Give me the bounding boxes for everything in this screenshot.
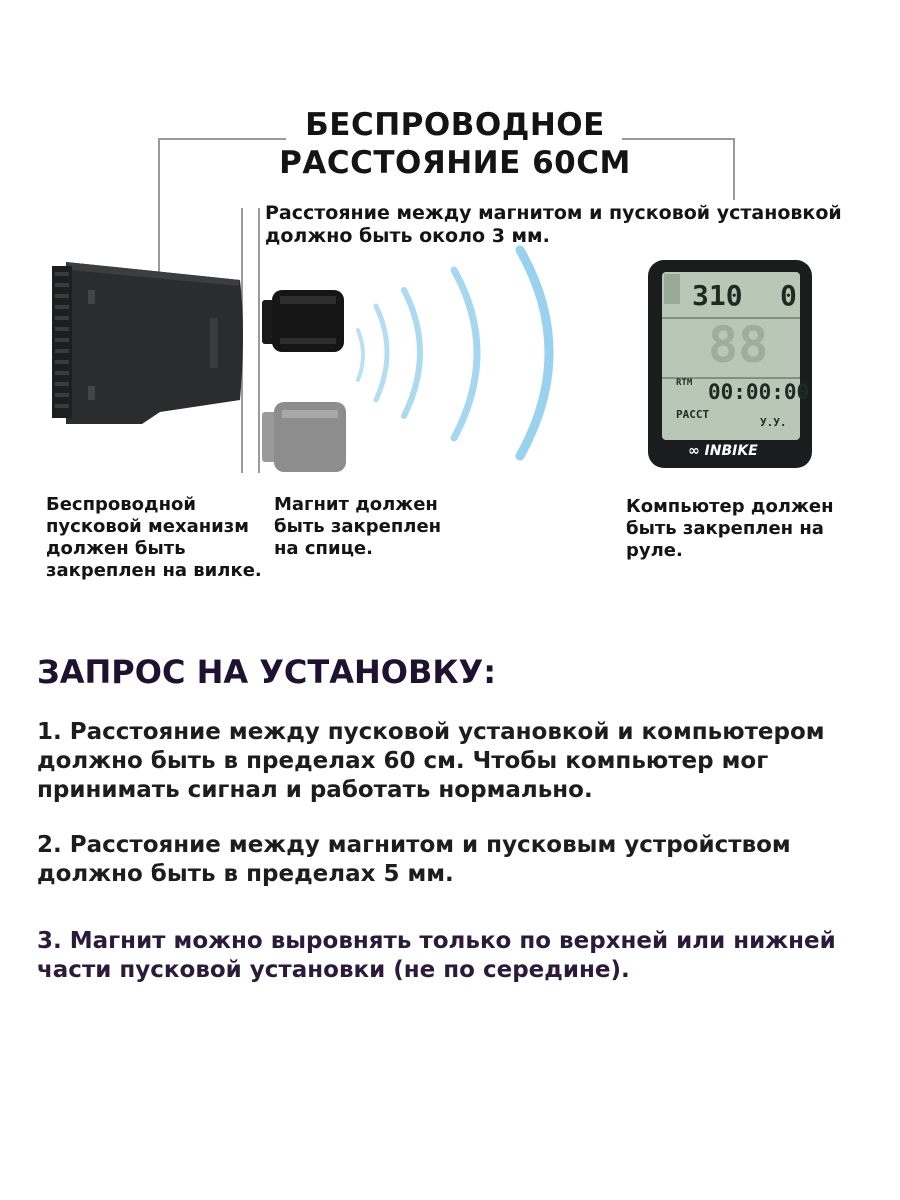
install-item-2: 2. Расстояние между магнитом и пусковым устройством должно быть в пределах 5 мм. xyxy=(37,832,791,887)
caption-sensor: Беспроводной пусковой механизм должен быть закреплен на вилке. xyxy=(46,494,262,581)
install-heading: ЗАПРОС НА УСТАНОВКУ: xyxy=(37,653,496,691)
lcd-rtm-label: RTM xyxy=(676,378,693,388)
lcd-dist-unit: У.У. xyxy=(760,416,787,429)
lcd-top-value: 310 xyxy=(692,279,743,312)
brand-logo xyxy=(688,440,798,462)
signal-waves xyxy=(358,250,549,456)
caption-computer: Компьютер должен быть закреплен на руле. xyxy=(626,496,834,561)
connector-line-right-vertical xyxy=(733,138,735,200)
install-item-1: 1. Расстояние между пусковой установкой и компьютером должно быть в пределах 60 см. Чтобы компьютер мог принимать сигнал и работать нормально. xyxy=(37,719,825,803)
page-title xyxy=(250,106,660,182)
lcd-dist-label: РАССТ xyxy=(676,408,710,421)
wireless-sensor-image xyxy=(52,262,243,424)
title-line-2: РАССТОЯНИЕ 60СМ xyxy=(279,145,631,181)
brand-name: INBIKE xyxy=(704,443,758,459)
lcd-main-value: 88 xyxy=(708,316,769,374)
title-line-1: БЕСПРОВОДНОЕ xyxy=(305,107,605,143)
install-item-3: 3. Магнит можно выровнять только по верхней или нижней части пусковой установки (не по середине). xyxy=(37,928,836,983)
caption-magnet: Магнит должен быть закреплен на спице. xyxy=(274,494,442,559)
bike-icon: ∞ xyxy=(688,443,700,459)
lcd-top-right-value: 0 xyxy=(780,279,797,312)
lcd-time-value: 00:00:00 xyxy=(708,380,810,404)
distance-note-line-1: Расстояние между магнитом и пусковой установкой xyxy=(265,202,842,224)
distance-note-line-2: должно быть около 3 мм. xyxy=(265,225,550,247)
magnet-image xyxy=(262,290,346,472)
